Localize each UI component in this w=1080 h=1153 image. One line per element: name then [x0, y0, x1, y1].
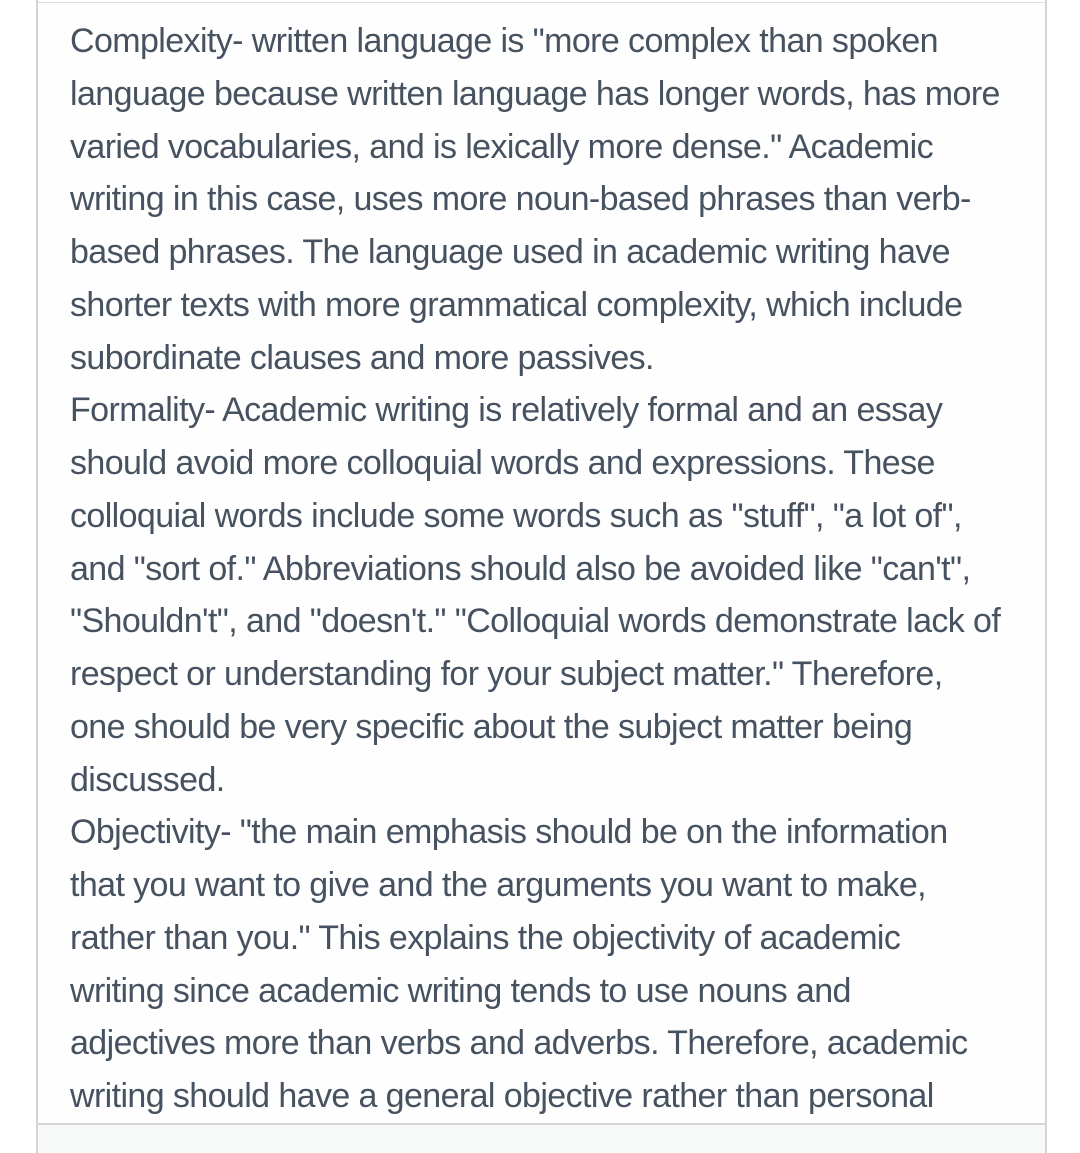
text-line: shorter texts with more grammatical complexity, which include	[70, 285, 963, 324]
text-line: writing should have a general objective rather than personal	[70, 1077, 934, 1115]
essay-text	[70, 15, 1045, 1123]
text-line: Formality- Academic writing is relatively formal and an essay	[70, 391, 943, 430]
text-line: adjectives more than verbs and adverbs. Therefore, academic	[70, 1024, 968, 1063]
text-line: rather than you." This explains the objectivity of academic	[70, 918, 901, 957]
text-line: writing since academic writing tends to use nouns and	[70, 971, 851, 1010]
text-line: varied vocabularies, and is lexically more dense." Academic	[70, 127, 933, 166]
text-line: should avoid more colloquial words and expressions. These	[70, 444, 935, 482]
text-line: discussed.	[70, 760, 225, 799]
footer-strip	[38, 1125, 1045, 1153]
text-line: subordinate clauses and more passives.	[70, 338, 654, 377]
text-line: respect or understanding for your subject matter." Therefore,	[70, 655, 943, 693]
text-line: based phrases. The language used in academic writing have	[70, 233, 950, 271]
text-line: language because written language has longer words, has more	[70, 74, 1000, 113]
text-line: "Shouldn't", and "doesn't." "Colloquial words demonstrate lack of	[70, 602, 1001, 641]
text-line: writing in this case, uses more noun-based phrases than verb-	[70, 180, 971, 219]
text-line: colloquial words include some words such as "stuff", "a lot of",	[70, 496, 962, 535]
quote-block	[38, 3, 1045, 1123]
text-line: one should be very specific about the subject matter being	[70, 707, 913, 746]
text-line: that you want to give and the arguments you want to make,	[70, 866, 926, 904]
text-line: Objectivity- "the main emphasis should be on the information	[70, 813, 948, 852]
text-line: Complexity- written language is "more complex than spoken	[70, 22, 938, 60]
text-line: and "sort of." Abbreviations should also be avoided like "can't",	[70, 549, 971, 588]
right-border-rule	[1045, 0, 1047, 1153]
